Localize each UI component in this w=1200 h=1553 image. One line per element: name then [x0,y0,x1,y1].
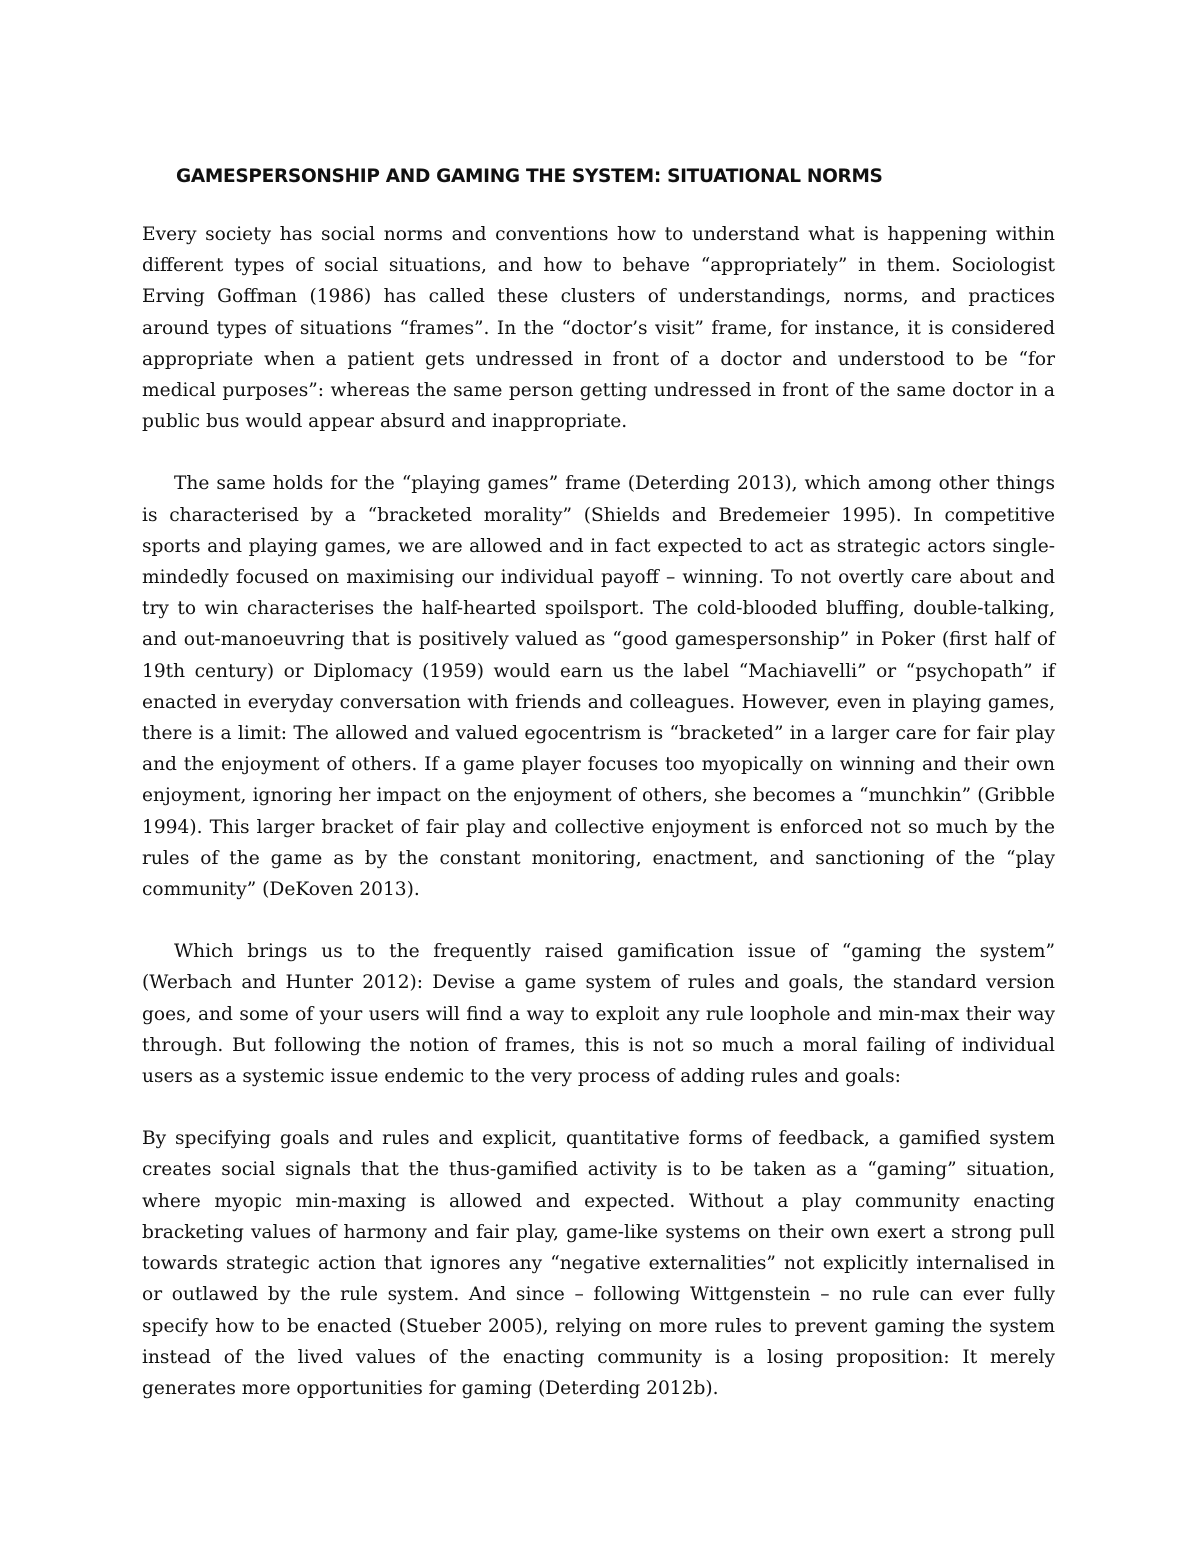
paragraph-frames: Every society has social norms and conventions how to understand what is happening within different types of social situations, and how to behave “appropriately” in them. Sociologist Erving Goffman (1986) has called these clusters of understandings, norms, and practices around types of situations “frames”. In the “doctor’s visit” frame, for instance, it is considered appropriate when a patient gets undressed in front of a doctor and understood to be “for medical purposes”: whereas the same person getting undressed in front of the same doctor in a public bus would appear absurd and inappropriate. [142,224,1055,433]
document-body [142,219,1055,1404]
paragraph-gamified-system: By specifying goals and rules and explicit, quantitative forms of feedback, a gamified system creates social signals that the thus-gamified activity is to be taken as a “gaming” situation, where myopic min-maxing is allowed and expected. Without a play community enacting bracketing values of harmony and fair play, game-like systems on their own exert a strong pull towards strategic action that ignores any “negative externalities” not explicitly internalised in or outlawed by the rule system. And since – following Wittgenstein – no rule can ever fully specify how to be enacted (Stueber 2005), relying on more rules to prevent gaming the system instead of the lived values of the enacting community is a losing proposition: It merely generates more opportunities for gaming (Deterding 2012b). [142,1128,1055,1399]
paragraph-gaming-the-system: Which brings us to the frequently raised gamification issue of “gaming the system” (Werbach and Hunter 2012): Devise a game system of rules and goals, the standard version goes, and some of your users will find a way to exploit any rule loophole and min-max their way through. But following the notion of frames, this is not so much a moral failing of individual users as a systemic issue endemic to the very process of adding rules and goals: [142,941,1055,1088]
paragraph-playing-games: The same holds for the “playing games” frame (Deterding 2013), which among other things is characterised by a “bracketed morality” (Shields and Bredemeier 1995). In competitive sports and playing games, we are allowed and in fact expected to act as strategic actors single-mindedly focused on maximising our individual payoff – winning. To not overtly care about and try to win characterises the half-hearted spoilsport. The cold-blooded bluffing, double-talking, and out-manoeuvring that is positively valued as “good gamespersonship” in Poker (first half of 19th century) or Diplomacy (1959) would earn us the label “Machiavelli” or “psychopath” if enacted in everyday conversation with friends and colleagues. However, even in playing games, there is a limit: The allowed and valued egocentrism is “bracketed” in a larger care for fair play and the enjoyment of others. If a game player focuses too myopically on winning and their own enjoyment, ignoring her impact on the enjoyment of others, she becomes a “munchkin” (Gribble 1994). This larger bracket of fair play and collective enjoyment is enforced not so much by the rules of the game as by the constant monitoring, enactment, and sanctioning of the “play community” (DeKoven 2013). [142,473,1055,901]
section-heading: GAMESPERSONSHIP AND GAMING THE SYSTEM: SITUATIONAL NORMS [176,166,883,187]
